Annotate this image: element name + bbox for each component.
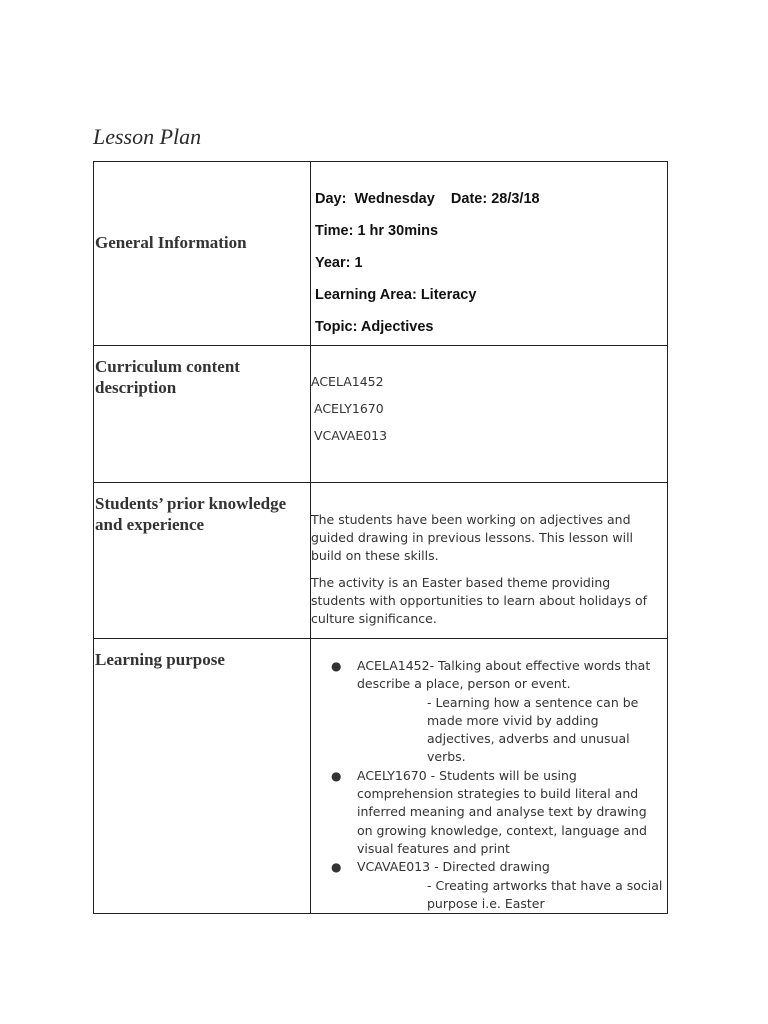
prior-knowledge-content: [311, 483, 668, 639]
bullet-icon: ●: [331, 768, 342, 783]
purpose-item-main: VCAVAE013 - Directed drawing: [357, 859, 550, 875]
curriculum-code: VCAVAE013: [314, 428, 388, 443]
purpose-item-main: ACELY1670 - Students will be using comprehension strategies to build literal and inferred meaning and analyse text by drawing on growing knowledge, context, language and visual features and print: [357, 767, 647, 856]
list-item: [331, 767, 665, 858]
prior-knowledge-row: [94, 483, 668, 639]
learning-purpose-content: [311, 639, 668, 914]
prior-knowledge-label: Students’ prior knowledge and experience: [95, 494, 287, 534]
time-line: Time: 1 hr 30mins: [315, 223, 439, 239]
general-information-content: [311, 162, 668, 346]
learning-purpose-list: [311, 639, 667, 913]
learning-purpose-label-cell: [94, 639, 311, 914]
general-information-row: [94, 162, 668, 346]
bullet-icon: ●: [331, 860, 342, 875]
curriculum-content: [311, 346, 668, 483]
learning-purpose-label: Learning purpose: [95, 650, 225, 669]
curriculum-label: Curriculum content description: [95, 357, 240, 397]
topic-line: Topic: Adjectives: [315, 319, 434, 335]
prior-knowledge-paragraph: The activity is an Easter based theme providing students with opportunities to learn about holidays of culture significance.: [311, 575, 648, 626]
curriculum-code: ACELY1670: [314, 401, 384, 416]
purpose-item-main: ACELA1452- Talking about effective words that describe a place, person or event.: [357, 658, 651, 692]
general-information-label-cell: [94, 162, 311, 346]
day-date-line: Day: Wednesday Date: 28/3/18: [315, 191, 540, 207]
learning-purpose-row: [94, 639, 668, 914]
curriculum-label-cell: [94, 346, 311, 483]
bullet-icon: ●: [331, 659, 342, 673]
list-item: [331, 657, 665, 767]
document-title: Lesson Plan: [93, 124, 202, 149]
year-line: Year: 1: [315, 255, 363, 271]
curriculum-code: ACELA1452: [311, 374, 384, 389]
learning-area-line: Learning Area: Literacy: [315, 287, 477, 303]
purpose-item-sub: - Creating artworks that have a social purpose i.e. Easter: [427, 877, 663, 911]
curriculum-row: [94, 346, 668, 483]
general-information-label: General Information: [95, 233, 247, 252]
lesson-plan-table: [93, 161, 668, 914]
list-item: [331, 858, 665, 913]
prior-knowledge-label-cell: [94, 483, 311, 639]
purpose-item-sub: - Learning how a sentence can be made more vivid by adding adjectives, adverbs and unusual verbs.: [427, 694, 639, 765]
prior-knowledge-paragraph: The students have been working on adjectives and guided drawing in previous lessons. This lesson will build on these skills.: [311, 512, 634, 563]
